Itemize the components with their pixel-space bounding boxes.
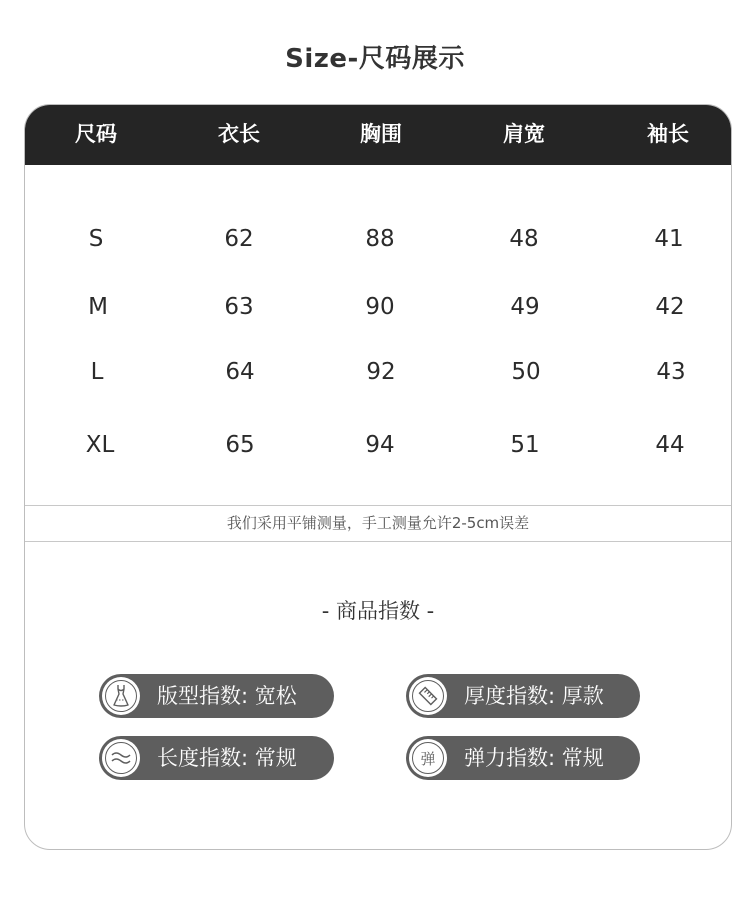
table-cell: S <box>88 226 104 252</box>
table-cell: 42 <box>655 294 685 320</box>
length-index-label: 长度指数: 常规 <box>157 746 297 770</box>
table-cell: 44 <box>655 432 685 458</box>
table-cell: 51 <box>510 432 540 458</box>
table-cell: 65 <box>225 432 255 458</box>
thickness-index-label: 厚度指数: 厚款 <box>464 684 604 708</box>
header-length: 衣长 <box>218 122 260 146</box>
table-row <box>25 287 731 327</box>
table-cell: 48 <box>509 226 539 252</box>
table-row <box>25 352 731 392</box>
page-title: Size-尺码展示 <box>285 44 465 74</box>
elasticity-index-badge <box>406 736 640 780</box>
header-bust: 胸围 <box>360 122 402 146</box>
indices-title: - 商品指数 - <box>321 599 435 623</box>
table-cell: L <box>90 359 104 385</box>
ruler-icon <box>412 680 444 712</box>
thickness-index-badge <box>406 674 640 718</box>
table-cell: 41 <box>654 226 684 252</box>
table-cell: 90 <box>365 294 395 320</box>
header-sleeve: 袖长 <box>647 122 689 146</box>
fit-index-label: 版型指数: 宽松 <box>157 684 297 708</box>
table-cell: 50 <box>511 359 541 385</box>
table-row <box>25 425 731 465</box>
elasticity-index-label: 弹力指数: 常规 <box>464 746 604 770</box>
elastic-icon: 弹 <box>412 742 444 774</box>
size-card <box>24 104 732 850</box>
header-size: 尺码 <box>75 122 117 146</box>
wave-icon <box>105 742 137 774</box>
measurement-note: 我们采用平铺测量，手工测量允许2-5cm误差 <box>25 505 731 542</box>
table-cell: 64 <box>225 359 255 385</box>
table-cell: 43 <box>656 359 686 385</box>
length-index-badge <box>99 736 334 780</box>
table-header <box>25 105 731 165</box>
table-cell: 62 <box>224 226 254 252</box>
table-cell: 49 <box>510 294 540 320</box>
table-cell: 88 <box>365 226 395 252</box>
fit-index-badge <box>99 674 334 718</box>
header-shoulder: 肩宽 <box>503 122 545 146</box>
table-cell: XL <box>85 432 115 458</box>
table-row <box>25 219 731 259</box>
table-cell: 63 <box>224 294 254 320</box>
table-cell: 94 <box>365 432 395 458</box>
table-cell: M <box>88 294 108 320</box>
dress-icon <box>105 680 137 712</box>
table-cell: 92 <box>366 359 396 385</box>
